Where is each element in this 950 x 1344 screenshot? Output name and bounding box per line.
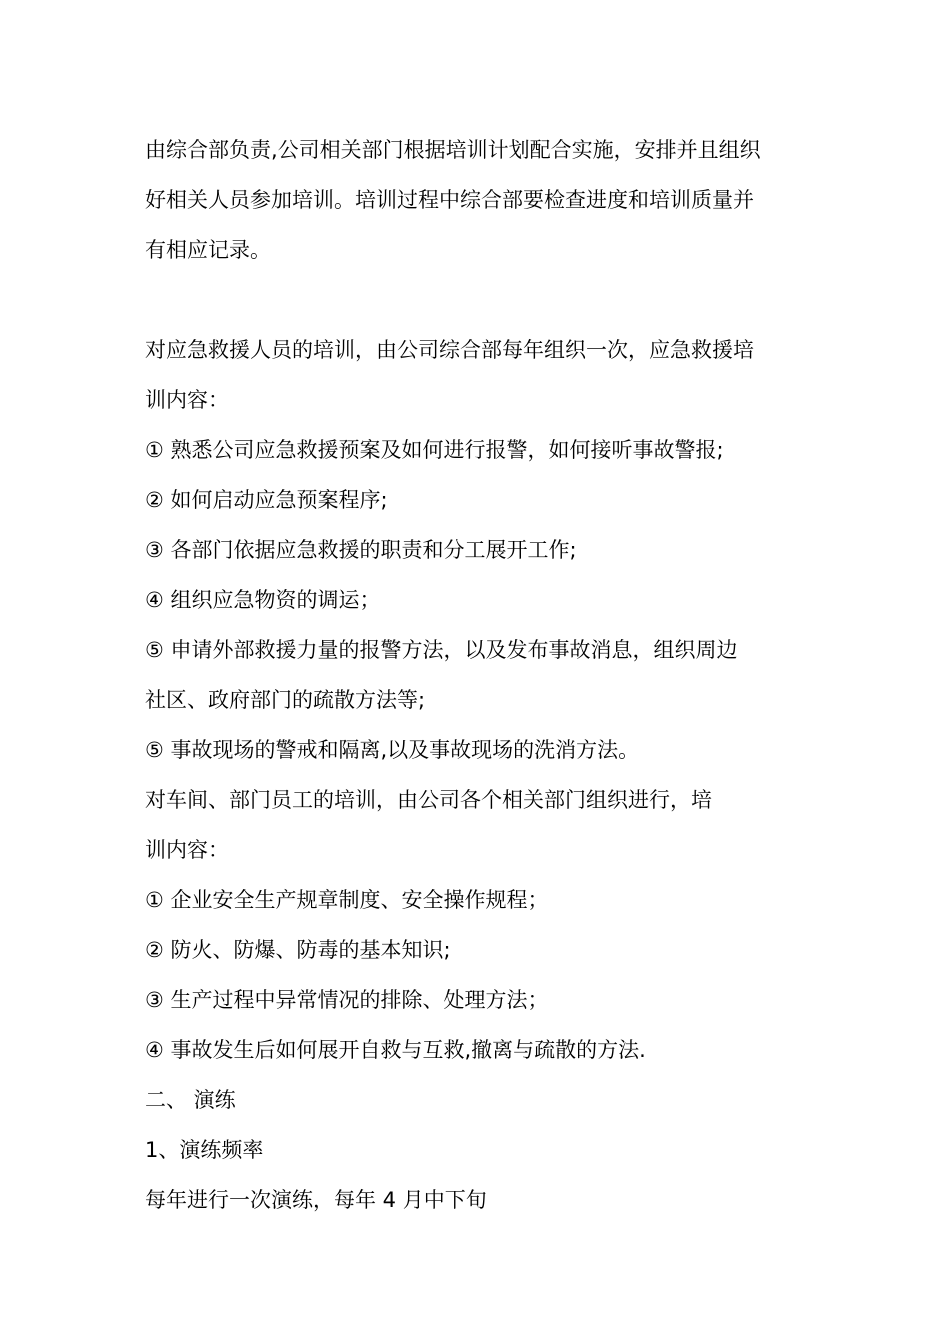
paragraph-line-8: 每年进行一次演练，每年 4 月中下旬 — [145, 1188, 487, 1212]
paragraph-line-6: 对车间、部门员工的培训，由公司各个相关部门组织进行，培 — [145, 788, 712, 812]
paragraph-line-3: 有相应记录。 — [145, 238, 271, 262]
list-item-10: ④ 事故发生后如何展开自救与互救,撤离与疏散的方法. — [145, 1038, 646, 1062]
list-item-5: ⑤ 申请外部救援力量的报警方法，以及发布事故消息，组织周边 — [145, 638, 738, 662]
list-item-4: ④ 组织应急物资的调运； — [145, 588, 381, 612]
list-item-2: ② 如何启动应急预案程序; — [145, 488, 388, 512]
list-item-7: ① 企业安全生产规章制度、安全操作规程； — [145, 888, 549, 912]
list-item-6: ⑤ 事故现场的警戒和隔离,以及事故现场的洗消方法。 — [145, 738, 640, 762]
subsection-heading: 1、演练频率 — [145, 1138, 264, 1162]
paragraph-line-5: 训内容： — [145, 388, 229, 412]
paragraph-line-7: 训内容： — [145, 838, 229, 862]
list-item-1: ① 熟悉公司应急救援预案及如何进行报警，如何接听事故警报; — [145, 438, 724, 462]
list-item-3: ③ 各部门依据应急救援的职责和分工展开工作; — [145, 538, 577, 562]
paragraph-line-1: 由综合部负责,公司相关部门根据培训计划配合实施，安排并且组织 — [145, 138, 761, 162]
paragraph-line-2: 好相关人员参加培训。培训过程中综合部要检查进度和培训质量并 — [145, 188, 754, 212]
paragraph-line-4: 对应急救援人员的培训，由公司综合部每年组织一次，应急救援培 — [145, 338, 754, 362]
list-item-9: ③ 生产过程中异常情况的排除、处理方法； — [145, 988, 549, 1012]
section-heading: 二、 演练 — [145, 1088, 236, 1112]
list-item-8: ② 防火、防爆、防毒的基本知识; — [145, 938, 451, 962]
list-item-5-continued: 社区、政府部门的疏散方法等; — [145, 688, 426, 712]
